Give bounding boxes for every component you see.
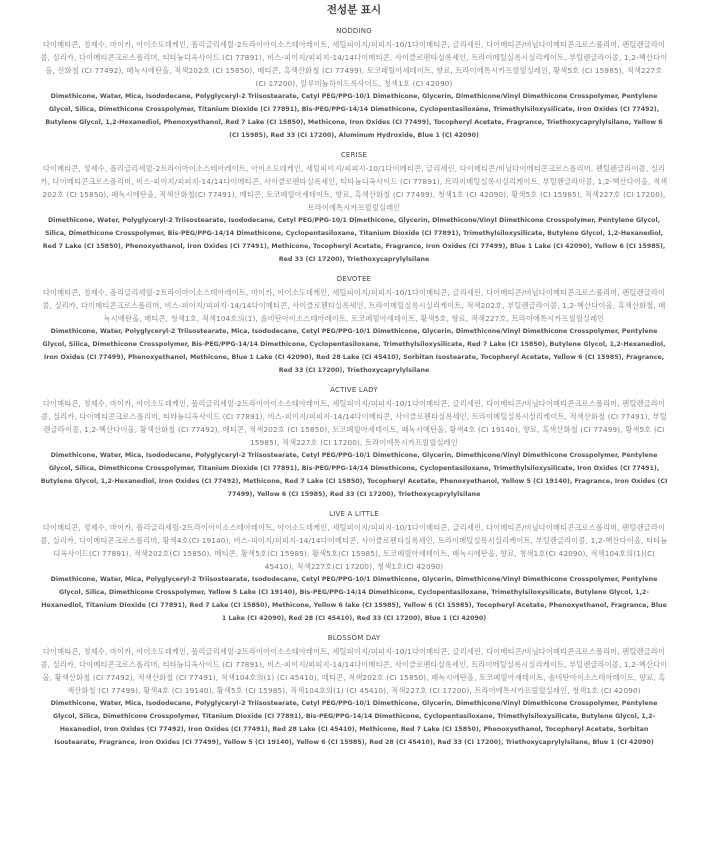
ingredients-korean: 다이메티콘, 정제수, 마이카, 아이소도데케인, 폴리글리세릴-2트라이아이소스테아레이트, 세틸피이지/피피지-10/1다이메티콘, 글리세린, 다이메티콘/비닐다이메티콘크로스폴리머, 펜틸렌글라이콜, 실리카, 다이메티콘크로스폴리머, 티타늄디옥사이드 (CI 77891), 비스-피이지/피피지-14/14다이메티콘, 사이클로펜타실록세인, 트라이메틸실록시실리케이트, 부틸렌글라이콜, 1,2-헥산다이올, 산화철 (CI 77492), 페녹시에탄올, 적색202호 (CI 15850), 메티콘, 흑색산화철 (CI 77499), 토코페릴아세테이트, 향료, 트라이에톡시카프릴릴실레인, 황색5호 (CI 15985), 적색227호 (CI 17200), 알루미늄하이드록사이드, 청색1호 (CI 42090): [40, 40, 668, 88]
ingredients-english: Dimethicone, Water, Mica, Isododecane, Polyglyceryl-2 Triisostearate, Cetyl PEG/PPG-10/1 Dimethicone, Glycerin, Dimethicone/Vinyl Dimethicone Crosspolymer, Pentylene Glycol, Silica, Dimethicone Crosspolymer, Titanium Dioxide (CI 77891), Bis-PEG/PPG-14/14 Dimethicone, Cyclopentasiloxane, Trimethylsiloxysilicate, Iron Oxides (CI 77492), Butylene Glycol, 1,2-Hexanediol, Phenoxyethanol, Red 7 Lake (CI 15850), Methicone, Iron Oxides (CI 77499), Tocopheryl Acetate, Fragrance, Triethoxycaprylylsilane, Yellow 6 (CI 15985), Red 33 (CI 17200), Aluminum Hydroxide, Blue 1 (CI 42090): [45, 93, 663, 139]
product-name: DEVOTEE: [336, 275, 372, 283]
product-name: ACTIVE LADY: [330, 386, 378, 394]
product-name: BLOSSOM DAY: [327, 634, 381, 642]
ingredients-english: Dimethicone, Water, Polyglyceryl-2 Triisostearate, Isododecane, Cetyl PEG/PPG-10/1 Dimethicone, Glycerin, Dimethicone/Vinyl Dimethicone Crosspolymer, Pentylene Glycol, Silica, Dimethicone Crosspolymer, Bis-PEG/PPG-14/14 Dimethicone, Cyclopentasiloxane, Titanium Dioxide (CI 77891), Trimethylsiloxysilicate, Butylene Glycol, 1,2-Hexanediol, Red 7 Lake (CI 15850), Phenoxyethanol, Iron Oxides (CI 77491), Methicone, Tocopheryl Acetate, Fragrance, Iron Oxides (CI 77499), Blue 1 Lake (CI 42090), Yellow 6 (CI 15985), Red 33 (CI 17200), Triethoxycaprylylsilane: [42, 217, 666, 263]
ingredients-korean: 다이메티콘, 정제수, 폴리글리세릴-2트라이아이소스테아레이트, 아이소도데케인, 세틸피이지/피피지-10/1다이메티콘, 글리세린, 다이메티콘/비닐다이메티콘크로스폴리머, 펜틸렌글라이콜, 실리카, 다이메티콘크로스폴리머, 비스-피이지/피피지-14/14다이메티콘, 사이클로펜타실록세인, 티타늄디옥사이드 (CI 77891), 트라이메틸실록시실리케이트, 부틸렌글라이콜, 1,2-헥산다이올, 적색202호 (CI 15850), 페녹시에탄올, 적색산화철(CI 77491), 메티콘, 토코페릴아세테이트, 향료, 흑색산화철 (CI 77499), 청색1호 (CI 42090), 황색5호 (CI 15985), 적색227호 (CI 17200), 트라이에톡시카프릴릴실레인: [40, 164, 668, 212]
ingredients-page: [0, 2, 708, 749]
ingredients-english: Dimethicone, Water, Mica, Polyglyceryl-2 Triisostearate, Isododecane, Cetyl PEG/PPG-10/1 Dimethicone, Glycerin, Dimethicone/Vinyl Dimethicone Crosspolymer, Pentylene Glycol, Silica, Dimethicone Crosspolymer, Yellow 5 Lake (CI 19140), Bis-PEG/PPG-14/14 Dimethicone, Cyclopentasiloxane, Trimethylsiloxysilicate, Butylene Glycol, 1,2-Hexanediol, Titanium Dioxide (CI 77891), Red 7 Lake (CI 15850), Methicone, Yellow 6 lake (CI 15985), Yellow 6 (CI 15985), Tocopheryl Acetate, Phenoxyethanol, Fragrance, Blue 1 Lake (CI 42090), Red 28 (CI 45410), Red 33 (CI 17200), Blue 1 (CI 42090): [41, 576, 667, 622]
product-section-cerise: [0, 150, 708, 266]
ingredients-english: Dimethicone, Water, Mica, Isododecane, Polyglyceryl-2 Triisostearate, Cetyl PEG/PPG-10/1 Dimethicone, Glycerin, Dimethicone/Vinyl Dimethicone Crosspolymer, Pentylene Glycol, Silica, Dimethicone Crosspolymer, Titanium Dioxide (CI 77891), Bis-PEG/PPG-14/14 Dimethicone, Cyclopentasiloxane, Trimethylsiloxysilicate, Butylene Glycol, 1,2-Hexanediol, Iron Oxides (CI 77492), Iron Oxides (CI 77491), Red 28 Lake (CI 45410), Methicone, Red 7 Lake (CI 15850), Phenoxyethanol, Tocopheryl Acetate, Sorbitan Isostearate, Fragrance, Iron Oxides (CI 77499), Yellow 5 (CI 19140), Yellow 6 (CI 15985), Red 28 (CI 45410), Red 33 (CI 17200), Triethoxycaprylylsilane, Blue 1 (CI 42090): [50, 700, 658, 746]
product-section-blossom-day: [0, 633, 708, 749]
product-name: LIVE A LITTLE: [329, 510, 379, 518]
product-section-active-lady: [0, 385, 708, 501]
page-title: 전성분 표시: [326, 4, 382, 16]
product-section-live-a-little: [0, 509, 708, 625]
product-name: NODDING: [336, 27, 372, 35]
ingredients-korean: 다이메티콘, 정제수, 마이카, 아이소도데케인, 폴리글리세릴-2트라이아이소스테아레이트, 세틸피이지/피피지-10/1다이메티콘, 글리세린, 다이메티콘/비닐다이메티콘크로스폴리머, 펜틸렌글라이콜, 실리카, 다이메티콘크로스폴리머, 티타늄디옥사이드 (CI 77891), 비스-피이지/피피지-14/14다이메티콘, 사이클로펜타실록세인, 트라이메틸실록시실리케이트, 부틸렌글라이콜, 1,2-헥산다이올, 황색산화철 (CI 77492), 적색산화철 (CI 77491), 적색104호의(1) (CI 45410), 메티콘, 적색202호 (CI 15850), 페녹시에탄올, 토코페릴아세테이트, 솔비탄아이소스테아레이트, 향료, 흑색산화철 (CI 77499), 황색4호 (CI 19140), 황색5호 (CI 15985), 적색104호의(1) (CI 45410), 적색227호 (CI 17200), 트라이에톡시카프릴릴실레인, 청색1호 (CI 42090): [40, 647, 668, 695]
product-name: CERISE: [340, 151, 368, 159]
ingredients-korean: 다이메티콘, 정제수, 폴리글리세릴-2트라이아이소스테아레이트, 마이카, 아이소도데케인, 세틸피이지/피피지-10/1다이메티콘, 글리세린, 다이메티콘/비닐다이메티콘크로스폴리머, 펜틸렌글라이콜, 실리카, 다이메티콘크로스폴리머, 비스-피이지/피피지-14/14다이메티콘, 사이클로펜타실록세인, 트라이메틸실록시실리케이트, 적색202호, 부틸렌글라이콜, 1,2-헥산다이올, 흑색산화철, 페녹시에탄올, 메티콘, 청색1호, 적색104호의(1), 솔비탄아이소스테아레이트, 토코페릴아세테이트, 황색5호, 향료, 적색227호, 트라이에톡시카프릴릴실레인: [42, 288, 666, 323]
ingredients-english: Dimethicone, Water, Mica, Isododecane, Polyglyceryl-2 Triisostearate, Cetyl PEG/PPG-10/1 Dimethicone, Glycerin, Dimethicone/Vinyl Dimethicone Crosspolymer, Pentylene Glycol, Silica, Dimethicone Crosspolymer, Titanium Dioxide (CI 77891), Bis-PEG/PPG-14/14 Dimethicone, Cyclopentasiloxane, Trimethylsiloxysilicate, Iron Oxides (CI 77491), Butylene Glycol, 1,2-Hexanediol, Iron Oxides (CI 77492), Methicone, Red 7 Lake (CI 15850), Tocopheryl Acetate, Phenoxyethanol, Yellow 5 (CI 19140), Fragrance, Iron Oxides (CI 77499), Yellow 6 (CI 15985), Red 33 (CI 17200), Triethoxycaprylylsilane: [40, 452, 668, 498]
product-section-nodding: [0, 26, 708, 142]
ingredients-korean: 다이메티콘, 정제수, 마이카, 폴리글리세릴-2트라이아이소스테아레이트, 아이소도데케인, 세틸피이지/피피지-10/1다이메티콘, 글리세린, 다이메티콘/비닐다이메티콘크로스폴리머, 펜틸렌글라이콜, 실리카, 다이메티콘크로스폴리머, 황색4호(CI 19140), 비스-피이지/피피지-14/14다이메티콘, 사이클로펜타실록세인, 트라이메틸실록시실리케이트, 부틸렌글라이콜, 1,2-헥산다이올, 티타늄디옥사이드(CI 77891), 적색202호(CI 15850), 메티콘, 황색5호(CI 15985), 황색5호(CI 15985), 토코페릴아세테이트, 페녹시에탄올, 향료, 청색1호(CI 42090), 적색104호의(1)(CI 45410), 적색227호(CI 17200), 청색1호(CI 42090): [40, 523, 668, 571]
ingredients-korean: 다이메티콘, 정제수, 마이카, 아이소도데케인, 폴리글리세릴-2트라이아이소스테아레이트, 세틸피이지/피피지-10/1다이메티콘, 글리세린, 다이메티콘/비닐다이메티콘크로스폴리머, 펜틸렌글라이콜, 실리카, 다이메티콘크로스폴리머, 티타늄디옥사이드 (CI 77891), 비스-피이지/피피지-14/14다이메티콘, 사이클로펜타실록세인, 트라이메틸실록시실리케이트, 적색산화철 (CI 77491), 부틸렌글라이콜, 1,2-헥산다이올, 황색산화철 (CI 77492), 메티콘, 적색202호 (CI 15850), 토코페릴아세테이트, 페녹시에탄올, 황색4호 (CI 19140), 향료, 흑색산화철 (CI 77499), 황색5호 (CI 15985), 적색227호 (CI 17200), 트라이에톡시카프릴릴실레인: [41, 399, 667, 447]
product-section-devotee: [0, 274, 708, 377]
ingredients-english: Dimethicone, Water, Polyglyceryl-2 Triisostearate, Mica, Isododecane, Cetyl PEG/PPG-10/1 Dimethicone, Glycerin, Dimethicone/Vinyl Dimethicone Crosspolymer, Pentylene Glycol, Silica, Dimethicone Crosspolymer, Bis-PEG/PPG-14/14 Dimethicone, Cyclopentasiloxane, Trimethylsiloxysilicate, Red 7 Lake (CI 15850), Butylene Glycol, 1,2-Hexanediol, Iron Oxides (CI 77499), Phenoxyethanol, Methicone, Blue 1 Lake (CI 42090), Red 28 Lake (CI 45410), Sorbitan Isostearate, Tocopheryl Acetate, Yellow 6 (CI 15985), Fragrance, Red 33 (CI 17200), Triethoxycaprylylsilane: [42, 328, 666, 374]
